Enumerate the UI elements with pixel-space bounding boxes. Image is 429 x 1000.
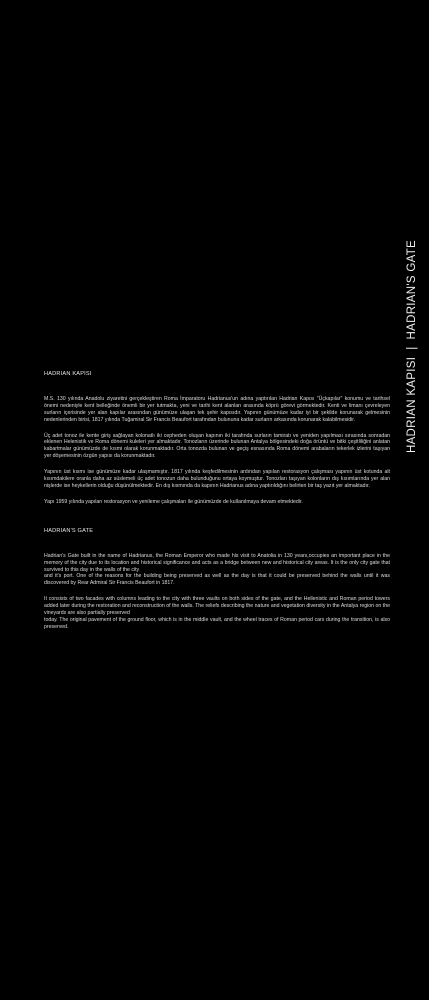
- side-title: [403, 10, 421, 454]
- paragraph-tr-2: Üç adet tonoz ile kente giriş sağlayan kolonatlı iki cepheden oluşan kapının iki tarafında surların tamiratı ve yeniden yapılması sırasında sonradan eklenen Helenistik ve Roma dönemi kuleleri yer almaktadır. Tonozların üzerinde bulunan Antalya bölgesindeki doğa örüntü ve bitki çeşitliliğini anlatan kabartmalar günümüzde de kısmi olarak korunmaktadır. Orta tonozda bulunan ve geçiş esnasında Roma dönemi arabaların tekerlek izlerini taşıyan yer döşemesinin özgün yapısı da korunmaktadır.: [44, 432, 390, 460]
- side-title-separator: |: [406, 346, 418, 350]
- side-title-text: [403, 240, 421, 470]
- paragraph-en-2-line-1: It consists of two facades with columns leading to the city with three vaults on both sides of the gate, and the Hellenistic and Roman period towers added later during the restoration and reconstruction of the walls. The reliefs describing the nature and vegetation diversity in the Antalya region on the vineyards are also partially preserved: [44, 596, 390, 617]
- paragraph-tr-4: Yapı 1959 yılında yapılan restorasyon ve yenileme çalışmaları ile günümüzde de kullanılmaya devam etmektedir.: [44, 498, 303, 505]
- paragraph-tr-1: M.S. 130 yılında Anadolu ziyaretini gerçekleştiren Roma İmparatoru Hadrianus'un adına yaptırılan Hadrian Kapısı "Üçkapılar" konumu ve tarihsel önemi nedeniyle kent belleğinde önemli bir yer tutmakta, yeni ve tarihi kent alanları arasında köprü görevi görmektedir. Kenti ve limanı çevreleyen surların içerisinde yer alan kapılar arasından günümüze ulaşan tek şehir kapısıdır. Yapının günümüze kadar iyi bir şekilde korunarak gelmesinin nedenlerinden birisi, 1817 yılında Tuğamiral Sir Francis Beaufort tarafından bulununa kadar surların arkasında korunarak kalabilmesidir.: [44, 395, 390, 423]
- paragraph-en-2-line-2: today. The original pavement of the ground floor, which is in the middle vault, and the wheel traces of Roman period cars during the transition, is also preserved.: [44, 616, 390, 630]
- section-heading-en: HADRIAN'S GATE: [44, 527, 94, 534]
- section-heading-tr: HADRIAN KAPISI: [44, 371, 92, 377]
- side-title-right: HADRIAN'S GATE: [406, 240, 418, 340]
- section-english: [44, 528, 390, 631]
- article: [44, 371, 390, 640]
- paragraph-en-1-line-1: Hadrian's Gate built in the name of Hadrianus, the Roman Emperor who made his visit to Anatolia in 130 years,occupies an important place in the memory of the city due to its location and historical significance and acts as a bridge between new and historical city areas. It is the only city gate that survived to this day in the walls of the city: [44, 552, 390, 573]
- paragraph-tr-3: Yapının üst kısmı ise günümüze kadar ulaşmamıştır. 1817 yılında keşfedilmesinin ardından yapılan restorasyon çalışması yapının üst kotunda alt kısımdakilere oranla daha az süslemeli üç adet tonozun daha bulunduğunu ortaya koymuştur. Tonozları taşıyan kolonların dış kısımlarında yer alan nişlerde ise heykellerin olduğu düşünülmektedir. En dış kısmında da kapının Hadrianus adına yaptırıldığını belirten bir taş yazıt yer almaktadır.: [44, 469, 390, 489]
- paragraph-en-2: [44, 596, 390, 631]
- side-title-left: HADRIAN KAPISI: [406, 356, 418, 454]
- paragraph-en-1-line-2: and it's port. One of the reasons for the building being preserved as well as the day is that it could be preserved behind the walls until it was discovered by Rear Admiral Sir Francis Beaufort in 1817.: [44, 573, 390, 587]
- section-turkish: [44, 371, 390, 506]
- paragraph-en-1: [44, 553, 390, 588]
